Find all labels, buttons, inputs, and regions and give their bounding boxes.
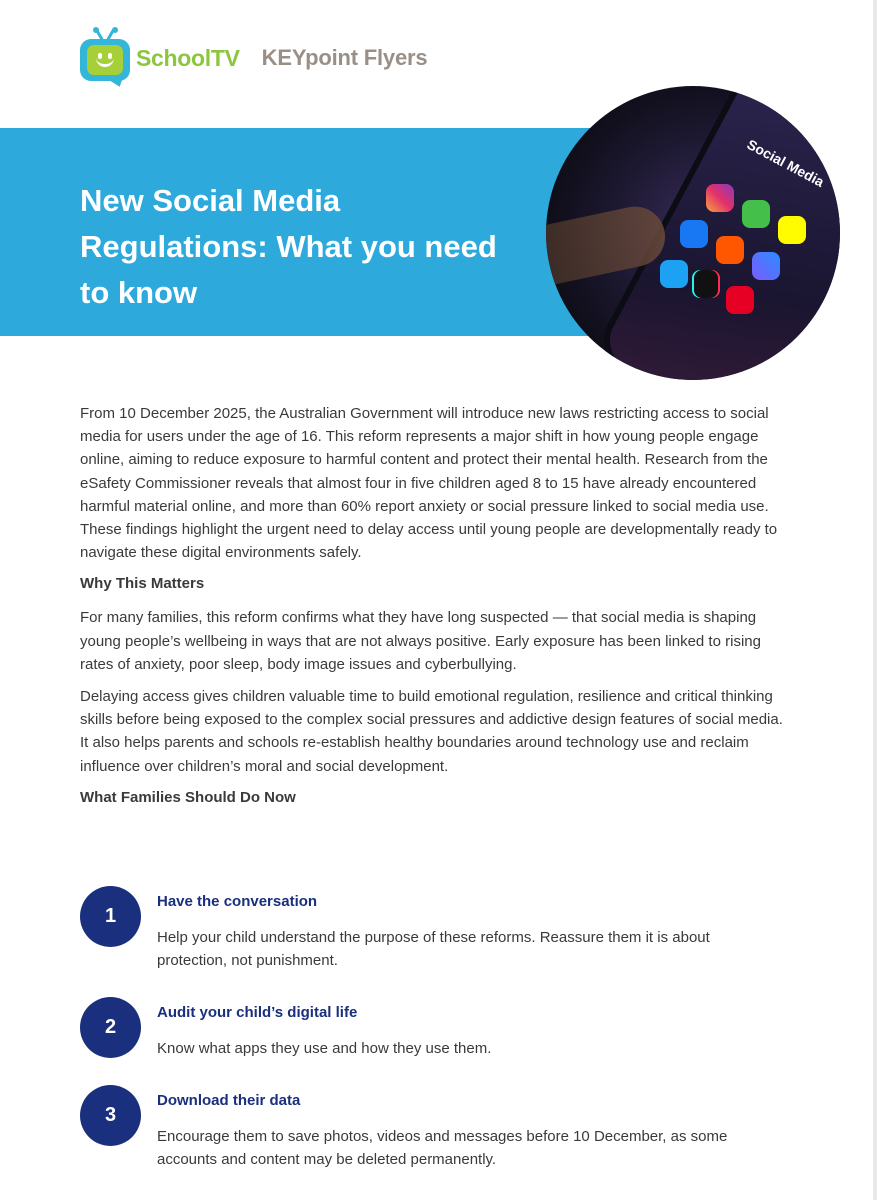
step-title: Download their data <box>157 1092 301 1109</box>
step-body: Know what apps they use and how they use them. <box>157 1040 492 1057</box>
tiktok-app-icon <box>692 270 720 298</box>
article-body <box>80 402 792 820</box>
reddit-app-icon <box>716 236 744 264</box>
step-body: Help your child understand the purpose of these reforms. Reassure them it is about protection, not punishment. <box>157 929 710 970</box>
step-title: Audit your child’s digital life <box>157 1004 358 1021</box>
step-title: Have the conversation <box>157 893 318 910</box>
schooltv-logo <box>80 28 427 88</box>
step-number-badge: 2 <box>80 997 141 1058</box>
snapchat-app-icon <box>778 216 806 244</box>
step-number-badge: 1 <box>80 886 141 947</box>
intro-paragraph: From 10 December 2025, the Australian Government will introduce new laws restricting access to social media for users under the age of 16. This reform represents a major shift in how young people engage online, aiming to reduce exposure to harmful content and protect their mental health. Research from the eSafety Commissioner reveals that almost four in five children aged 8 to 15 have already encountered harmful material online, and more than 60% report anxiety or social pressure linked to social media use. These findings highlight the urgent need to delay access until young people are developmentally ready to navigate these digital environments safely. <box>80 405 778 562</box>
facebook-app-icon <box>680 220 708 248</box>
photo-label: Social Media <box>744 136 827 190</box>
page-title: New Social Media Regulations: What you need to know <box>80 183 497 310</box>
page-edge <box>873 0 877 1200</box>
social-media-phone-photo <box>546 86 840 380</box>
why-heading: Why This Matters <box>80 575 205 593</box>
instagram-app-icon <box>706 184 734 212</box>
families-heading: What Families Should Do Now <box>80 788 296 806</box>
subbrand-name: KEYpoint Flyers <box>261 45 428 70</box>
why-paragraph-2: Delaying access gives children valuable time to build emotional regulation, resilience and critical thinking skills before being exposed to the complex social pressures and addictive design features of social media. It also helps parents and schools re-establish healthy boundaries around technology use and reclaim influence over children’s moral and social development. <box>80 688 783 775</box>
pinterest-app-icon <box>726 286 754 314</box>
step-number-badge: 3 <box>80 1085 141 1146</box>
tv-mascot-icon <box>80 29 130 87</box>
wechat-app-icon <box>742 200 770 228</box>
brand-name: SchoolTV <box>136 44 240 71</box>
why-paragraph-1: For many families, this reform confirms what they have long suspected — that social media is shaping young people’s wellbeing in ways that are not always positive. Early exposure has been linked to rising rates of anxiety, poor sleep, body image issues and cyberbullying. <box>80 609 761 673</box>
step-body: Encourage them to save photos, videos and messages before 10 December, as some accounts and content may be deleted permanently. <box>157 1128 728 1169</box>
twitter-app-icon <box>660 260 688 288</box>
messenger-app-icon <box>752 252 780 280</box>
